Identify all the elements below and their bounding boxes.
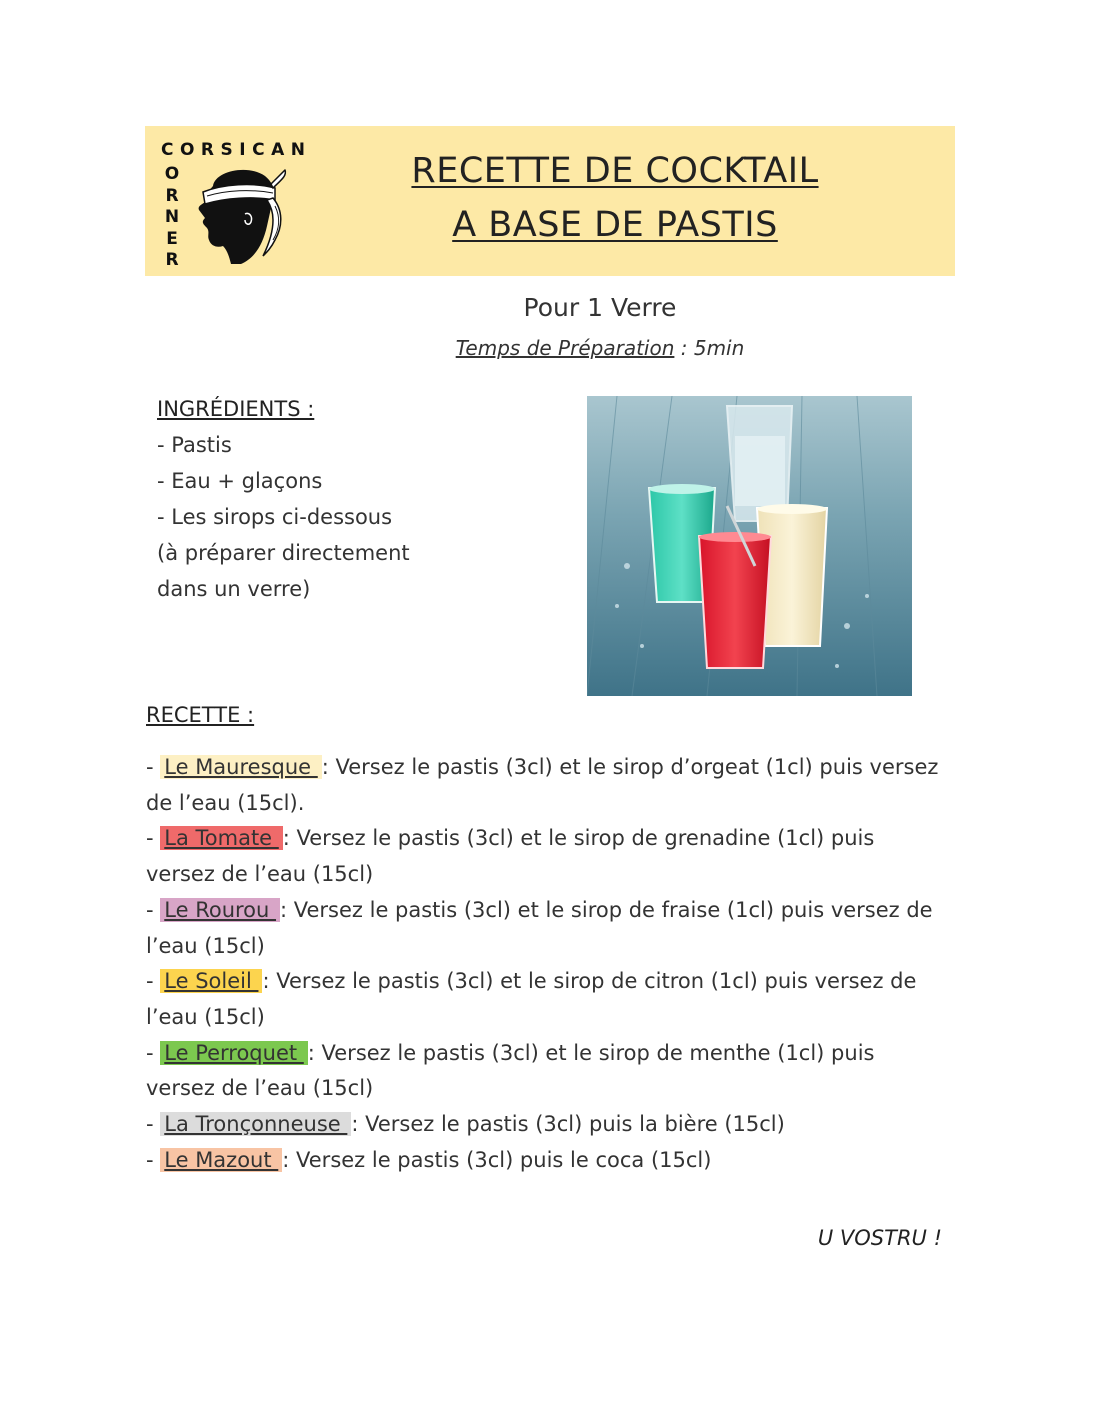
cocktail-glasses-photo (587, 396, 912, 696)
recipe-bullet: - (146, 826, 161, 851)
signature: U VOSTRU ! (817, 1226, 942, 1250)
page-title (325, 144, 905, 252)
recipe-name-highlight: Le Soleil (160, 969, 262, 993)
ingredients-section (157, 391, 477, 607)
recipe-item (146, 750, 946, 821)
logo-word: CORSICAN (161, 140, 312, 160)
recipe-bullet: - (146, 969, 161, 994)
recipe-item (146, 1107, 946, 1143)
recipe-bullet: - (146, 1112, 161, 1137)
recipe-instructions: : Versez le pastis (3cl) puis le coca (15cl) (282, 1147, 712, 1172)
logo-letter: E (166, 228, 178, 249)
ingredient-item: - Pastis (157, 433, 232, 457)
recipe-bullet: - (146, 755, 161, 779)
ingredients-heading: INGRÉDIENTS : (157, 397, 315, 421)
recipe-item (146, 964, 946, 1035)
recipe-name-highlight: Le Mazout (160, 1148, 282, 1172)
recipe-instructions: : Versez le pastis (3cl) puis la bière (15cl) (351, 1112, 785, 1137)
recipe-heading: RECETTE : (146, 703, 255, 727)
recipe-item (146, 821, 946, 892)
ingredient-item: - Les sirops ci-dessous (157, 505, 393, 529)
moor-head-logo-icon (193, 166, 289, 266)
recipe-list (146, 750, 946, 1178)
recipe-item (146, 893, 946, 964)
recipe-instructions: : Versez le pastis (3cl) et le sirop de citron (1cl) puis versez de l’eau (15cl) (146, 969, 917, 1029)
logo-letter: R (165, 185, 179, 206)
header-banner (145, 126, 955, 276)
recipe-item (146, 1036, 946, 1107)
recipe-name-highlight: Le Perroquet (160, 1041, 308, 1065)
recipe-instructions: : Versez le pastis (3cl) et le sirop d’orgeat (1cl) puis versez de l’eau (15cl). (146, 755, 939, 815)
ingredient-item: - Eau + glaçons (157, 469, 323, 493)
logo-letter: R (165, 250, 179, 270)
recipe-instructions: : Versez le pastis (3cl) et le sirop de fraise (1cl) puis versez de l’eau (15cl) (146, 897, 933, 958)
serving-size: Pour 1 Verre (523, 293, 677, 322)
recipe-instructions: : Versez le pastis (3cl) et le sirop de grenadine (1cl) puis versez de l’eau (15cl) (146, 826, 875, 887)
recipe-bullet: - (146, 1040, 161, 1065)
recipe-instructions: : Versez le pastis (3cl) et le sirop de menthe (1cl) puis versez de l’eau (15cl) (146, 1040, 875, 1101)
prep-time-value: : 5min (674, 336, 745, 360)
recipe-name-highlight: Le Mauresque (160, 755, 322, 779)
logo-letter: N (164, 207, 180, 227)
logo-letter: O (164, 164, 180, 184)
title-line-2: A BASE DE PASTIS (452, 205, 778, 245)
prep-time-label: Temps de Préparation (455, 336, 675, 360)
recipe-name-highlight: La Tomate (160, 826, 283, 850)
recipe-item (146, 1143, 946, 1179)
recipe-bullet: - (146, 897, 161, 922)
logo-vertical-letters (162, 164, 182, 272)
ingredient-item: dans un verre) (157, 577, 311, 601)
prep-time (350, 336, 850, 360)
recipe-bullet: - (146, 1147, 161, 1172)
title-line-1: RECETTE DE COCKTAIL (411, 151, 819, 191)
recipe-name-highlight: Le Rourou (160, 898, 280, 922)
ingredient-item: (à préparer directement (157, 541, 410, 565)
recipe-name-highlight: La Tronçonneuse (160, 1112, 351, 1136)
